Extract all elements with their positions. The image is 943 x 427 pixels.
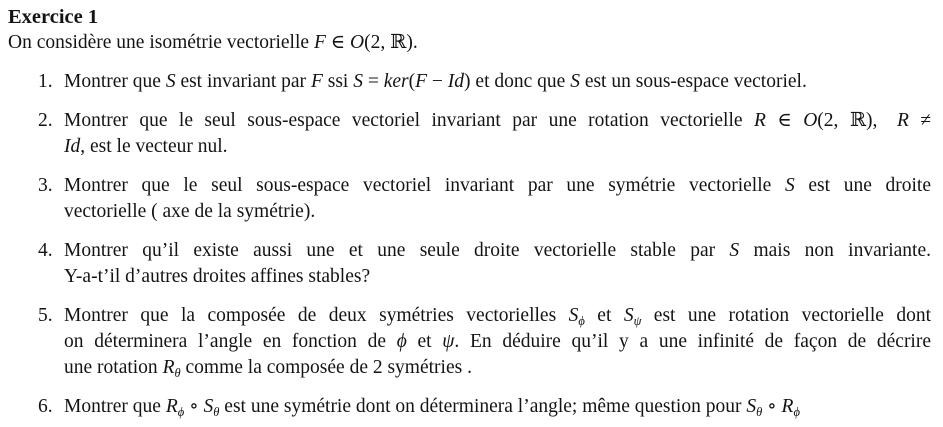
item-text [64,173,931,225]
exercise-item-3 [8,173,931,225]
item-text [64,303,931,381]
exercise-item-1 [8,69,931,95]
item-text-line: Montrer que $R_\phi$ ∘ $S_\theta$ est une symétrie dont on déterminera l’angle; même question pour $S_\theta$ ∘ $R_\phi$ [64,396,800,419]
item-text-line: Montrer que le seul sous-espace vectoriel invariant par une symétrie vectorielle S est une droite [64,175,931,196]
item-number: 1. [38,71,53,92]
item-number: 2. [38,110,53,131]
item-text-line: Montrer qu’il existe aussi une et une seule droite vectorielle stable par S mais non invariante. [64,240,931,261]
item-number: 4. [38,240,53,261]
exercise-item-6 [8,394,931,420]
item-text [64,108,931,160]
exercise-item-5 [8,303,931,381]
item-text-line: on déterminera l’angle en fonction de ϕ et ψ. En déduire qu’il y a une infinité de façon de décrire [64,331,932,352]
exercise-item-4 [8,238,931,290]
item-text-line: Montrer que S est invariant par F ssi S = ker(F − Id) et donc que S est un sous-espace vectoriel. [64,71,807,92]
item-text-line: Montrer que le seul sous-espace vectoriel invariant par une rotation vectorielle R ∈ O(2, ℝ), R ≠ [64,110,931,131]
item-number: 6. [38,396,53,417]
item-text-line: Montrer que la composée de deux symétries vectorielles $S_\phi$ et $S_\psi$ est une rotation vectorielle dont [64,305,932,328]
exercise-title: Exercice 1 [8,6,99,28]
item-text-line: Y-a-t’il d’autres droites affines stables? [64,266,371,287]
item-number: 5. [38,305,53,326]
item-text [64,238,931,290]
item-text-line: Id, est le vecteur nul. [64,136,228,157]
item-text [64,394,931,420]
item-text [64,69,931,95]
item-number: 3. [38,175,53,196]
intro-line: On considère une isométrie vectorielle F ∈ O(2, ℝ). [8,32,418,53]
item-text-line: vectorielle ( axe de la symétrie). [64,201,316,222]
exercise-item-2 [8,108,931,160]
item-text-line: une rotation $R_\theta$ comme la composée de 2 symétries . [64,357,472,380]
